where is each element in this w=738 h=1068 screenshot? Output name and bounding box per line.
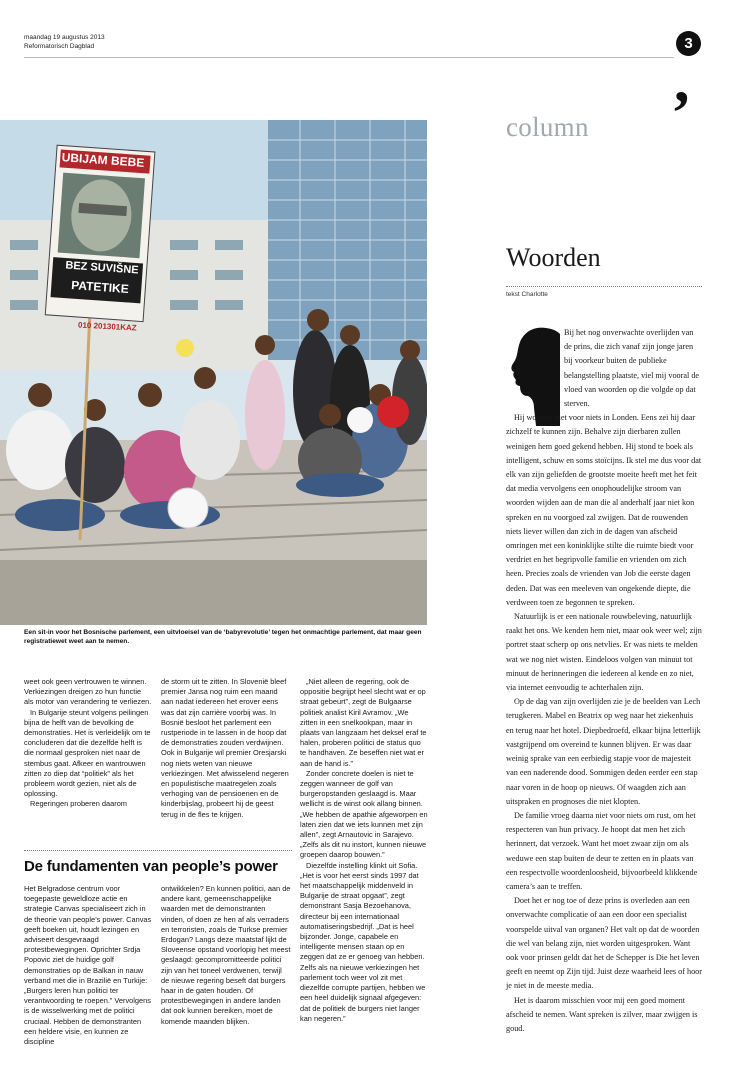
box-title: De fundamenten van people’s power [24,858,278,875]
column-byline: tekst Charlotte [506,291,548,298]
box-paragraph: Het Belgradose centrum voor toegepaste geweldloze actie en strategie Canvas specialiseert zich in de theorie van people’s power. Canvas geeft boeken uit, houdt lezingen en adviseert desgevraagd protestbewegingen. Oprichter Srdja Popovic ziet de huidige golf demonstraties op de Balkan in nauw verband met die in Brazilië en Turkije: „Burgers leren hun politici ter verantwoording te roepen.” Vervolgens is de wisselwerking met de politici cruciaal. Hebben de demonstranten een heldere visie, en kunnen ze discipline [24,884,152,1047]
box-paragraph: ontwikkelen? En kunnen politici, aan de andere kant, gemeenschappelijke waarden met de demonstranten vinden, of doen ze hen af als verraders en terroristen, zoals de Turkse premier Erdogan? Langs deze maatstaf lijkt de Sloveense opstand voorlopig het meest geslaagd: gecompromitteerde politici zijn van het toneel verdwenen, terwijl de nieuwe regering beseft dat burgers haar in de gaten houden. Of protestbewegingen in andere landen dat ook kunnen bereiken, moet de komende maanden blijken. [161,884,291,1026]
column-paragraph: Natuurlijk is er een nationale rouwbeleving, natuurlijk raakt het ons. We kenden hem niet, maar ook weer wel; zijn portret staat scherp op ons netvlies. Er was niets te melden wat we nog niet wisten. Eindeloos volgen van minuut tot minuut de herinneringen die iedereen al kende en zo niet, via internet eenvoudig te achterhalen zijn. [506,612,702,693]
column-body [506,326,702,1036]
article-paragraph: de storm uit te zitten. In Slovenië bleef premier Jansa nog ruim een maand aan nadat iedereen het erover eens was dat zijn carrière voorbij was. In Bosnië besloot het parlement een rustperiode in te lassen in de hoop dat de demonstraties zouden verdwijnen. Ook in Bulgarije wil premier Oresjarski nog niets weten van nieuwe verkiezingen. Met afwisselend negeren en populistische maatregelen zoals verhoging van de pensioenen en de kinderbijslag, probeert hij de geest terug in de fles te krijgen. [161,677,289,819]
header-divider [24,57,674,58]
photo-caption: Een sit-in voor het Bosnische parlement, een uitvloeisel van de ‘babyrevolutie’ tegen het onmachtige parlement, dat maar geen registratiewet weet aan te nemen. [24,629,422,645]
article-paragraph: Diezelfde instelling klinkt uit Sofia. „Het is voor het eerst sinds 1997 dat het maatschappelijk middenveld in Bulgarije de straat opgaat”, zegt demonstrant Sasja Bezoehanova, directeur bij een internationaal automatiseringsbedrijf. „Dat is heel bijzonder. Jonge, capabele en intelligente mensen staan op en zeggen dat ze er genoeg van hebben. Zelfs als na nieuwe verkiezingen het parlement toch weer vol zit met diezelfde corrupte partijen, hebben we een heel duidelijk signaal afgegeven: dat de politiek de burgers niet langer kan negeren.” [300,860,426,1023]
column-paragraph: Bij het nog onverwachte overlijden van de prins, die zich vanaf zijn jonge jaren bij voorkeur buiten de publieke belangstelling plaatste, viel mij vooral de vloed van woorden op die volgde op dat sterven. [564,328,700,409]
sign-text-line2: BEZ SUVIŠNE [64,259,140,277]
protest-photo-illustration [0,120,427,625]
page-number: 3 [676,31,701,56]
article-paragraph: Zonder concrete doelen is niet te zeggen wanneer de golf van burgeropstanden geslaagd is. Maar wellicht is de winst ook allang binnen. „We hebben de apathie afgeworpen en laten zien dat we iets kunnen met zijn allen”, zegt Arnautovic in Sarajevo. „Zelfs als dit nu instort, kunnen nieuwe groepen daarop bouwen.” [300,768,428,860]
article-column-1 [24,677,152,810]
article-paragraph: weet ook geen vertrouwen te winnen. Verkiezingen dreigen zo hun functie als motor van verandering te verliezen. [24,677,152,707]
sign-text-line1: UBIJAM BEBE [61,150,145,170]
box-top-divider [24,850,292,851]
sign-text-small: 010 201301KAZ [77,320,137,333]
column-paragraph: Doet het er nog toe of deze prins is overleden aan een onverwachte complicatie of aan een door een specialist voorspelde uitval van organen? Het valt op dat de woorden die wel van belang zijn, niet worden uitgesproken. Want ook voor prinsen geldt dat het de Schepper is Die het leven geeft en neemt op Zijn tijd. Juist deze waarheid lees of hoor je niet in de meeste media. [506,896,702,991]
column-paragraph: Hij woonde niet voor niets in Londen. Eens zei hij daar zichzelf te kunnen zijn. Behalve zijn dierbaren zullen weinigen hem goed gekend hebben. Hij stond te boek als intelligent, schuw en soms stoïcijns. Ik stel me dus voor dat elk van zijn geliefden de grootste moeite heeft met het feit dat media vervolgens een onophoudelijke stroom van woorden wijden aan de man die al anderhalf jaar niet kon spreken en nu voorgoed zal zwijgen. Dat de rouwenden niets liever willen dan zich in de dagen van afscheid omringen met een koninklijke stilte die ruimte biedt voor verdriet en het begripvolle familie en vrienden om zich heen. Precies zoals de vrienden van Job die eerste dagen deden. Dat was een meeleven van ongekende diepte, die verdween toen ze begonnen te spreken. [506,413,702,607]
news-photo [0,120,427,625]
box-column-2 [161,884,291,1027]
column-paragraph: De familie vroeg daarna niet voor niets om rust, om het respecteren van hun privacy. Je hoopt dat men het zich herinnert, dat verzoek. Want het moet zwaar zijn om als weduwe een stap buiten de deur te zetten en in plaats van een respectvolle woordenloosheid, bijvoorbeeld klikkende camera’s aan te treffen. [506,810,698,891]
header-date: maandag 19 augustus 2013 [24,34,105,41]
comma-logo: , [674,47,690,115]
column-title-divider [506,286,702,287]
column-kicker: column [506,112,589,142]
box-column-1 [24,884,152,1047]
article-column-2 [161,677,291,820]
article-paragraph: Regeringen proberen daarom [30,799,127,809]
article-column-3 [300,677,428,1024]
header-newspaper-name: Reformatorisch Dagblad [24,43,95,50]
sign-text-line3: PATETIKE [70,278,130,296]
article-paragraph: In Bulgarije steunt volgens peilingen bijna de helft van de bevolking de demonstraties. Het is verleidelijk om te concluderen dat die dezelfde helft is die normaal gesproken niet naar de stembus gaat. Afkeer en wantrouwen zitten zo diep dat “politiek” als het probleem wordt gezien, niet als de oplossing. [24,707,151,799]
column-title: Woorden [506,243,601,272]
column-paragraph: Het is daarom misschien voor mij een goed moment afscheid te nemen. Want spreken is zilver, maar zwijgen is goud. [506,995,698,1033]
article-paragraph: „Niet alleen de regering, ook de oppositie begrijpt heel slecht wat er op straat gebeurt”, zegt de Bulgaarse politiek analist Kiril Avramov. „We zitten in een snelkookpan, maar in plaats van langzaam het deksel eraf te halen, proberen politici de status quo te handhaven. Ze beseffen niet wat er aan de hand is.” [300,677,427,768]
column-paragraph: Op de dag van zijn overlijden zie je de beelden van Lech terugkeren. Mabel en Beatrix op weg naar het ziekenhuis en terug naar het hotel. Diepbedroefd, elkaar bijna letterlijk vastgrijpend om overeind te kunnen blijven. Er was daar weinig sprake van een eerbiedig stapje voor de majesteit van een naderende dood. Sommigen deden eerder een stap naar voren in de hoop op nieuws. Of waagden zich aan uitspraken en prognoses die niet klopten. [506,697,701,806]
